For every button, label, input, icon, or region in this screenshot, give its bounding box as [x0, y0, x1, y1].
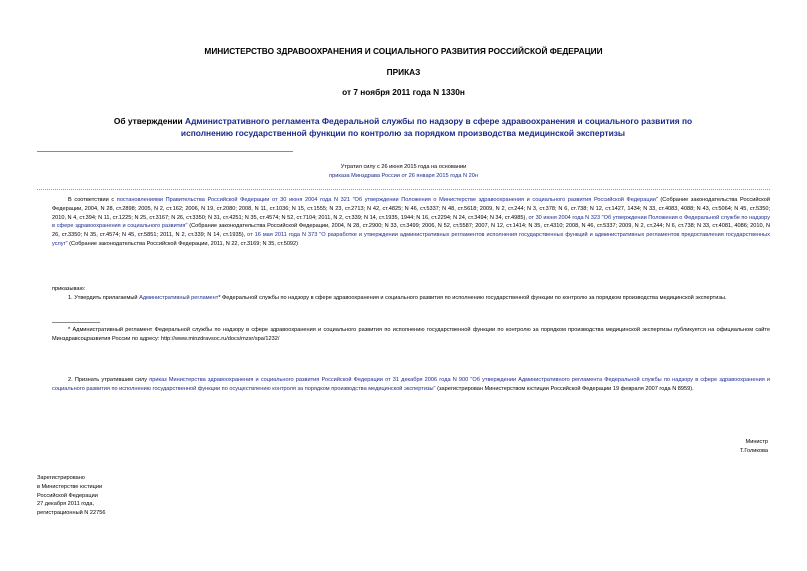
repeal-order-link[interactable]: приказа Минздрава России от 26 января 2015 года N 20н	[329, 172, 478, 179]
signature-name: Т.Голикова	[739, 447, 768, 454]
registration-line-2: в Министерстве юстиции	[37, 483, 103, 490]
order-item-1	[52, 294, 770, 303]
order-900-link[interactable]: приказ Министерства здравоохранения и социального развития Российской Федерации от 31 декабря 2006 года N 900 "Об утверждении Административного регламента Федеральной службы по надзору в сфере здравоохранения и социального развития по исполнению государственной функции по осуществлению контроля за порядком производства медицинской экспертизы"	[52, 377, 771, 392]
title-regulation-link[interactable]: Административного регламента Федеральной службы по надзору в сфере здравоохранения и социального развития по исполнению государственной функции по контролю за порядком производства медицинской экспертизы	[180, 116, 693, 138]
doc-type-heading: ПРИКАЗ	[386, 67, 421, 77]
order-word: приказываю:	[52, 286, 86, 292]
doc-date-number: от 7 ноября 2011 года N 1330н	[342, 87, 465, 97]
preamble-text-3: (Собрание законодательства Российской Федерации, 2004, N 28, ст.2900; N 33, ст.3499; 2006, N 52, ст.5587; 2007, N 12, ст.1414; N 35, ст.4310; 2008, N 46, ст.5337; 2009, N 2, ст.244; N 6, ст.738; N 33, ст.4081, 4086; 2010, N 26, ст.3350; N 35, ст.4574; N 45, ст.5851; 2011, N 2, ст.339; N 14, ст.1935),	[52, 223, 770, 239]
signature-block	[600, 438, 768, 456]
signature-role: Министр	[745, 439, 768, 445]
preamble-text-1: В соответствии с	[68, 197, 117, 203]
status-divider	[37, 189, 770, 190]
footnote-divider	[52, 322, 100, 323]
ministry-heading: МИНИСТЕРСТВО ЗДРАВООХРАНЕНИЯ И СОЦИАЛЬНОГО РАЗВИТИЯ РОССИЙСКОЙ ФЕДЕРАЦИИ	[204, 46, 603, 56]
repeal-status	[0, 163, 807, 181]
registration-block	[37, 474, 257, 518]
registration-line-1: Зарегистрировано	[37, 475, 85, 481]
item1-text-2: * Федеральной службы по надзору в сфере здравоохранения и социального развития по исполнению государственной функции по контролю за порядком производства медицинской экспертизы.	[218, 295, 727, 301]
item2-text-2: (зарегистрирован Министерством юстиции Российской Федерации 19 февраля 2007 года N 8959).	[435, 385, 694, 392]
regulation-link[interactable]: Административный регламент	[139, 295, 219, 301]
item2-text-1: 2. Признать утратившим силу	[68, 377, 150, 383]
preamble-paragraph	[52, 196, 770, 249]
preamble-text-4: (Собрание законодательства Российской Федерации, 2011, N 22, ст.3169; N 35, ст.5092)	[67, 240, 299, 247]
title-prefix: Об утверждении	[113, 116, 186, 126]
registration-line-3: Российской Федерации	[37, 492, 98, 499]
decree-373-link[interactable]: от 16 мая 2011 года N 373 "О разработке и утверждении административных регламентов исполнения государственных функций и административных регламентов предоставления государственных услуг"	[52, 232, 770, 247]
decree-323-link[interactable]: от 30 июня 2004 года N 323 "Об утверждении Положения о Федеральной службе по надзору в сфере здравоохранения и социального развития"	[52, 214, 770, 230]
registration-line-4: 27 декабря 2011 года,	[37, 501, 95, 508]
preamble-text-2: (Собрание законодательства Российской Федерации, 2004, N 28, ст.2898; 2005, N 2, ст.162; 2006, N 19, ст.2080; 2008, N 11, ст.1036; N 15, ст.1555; N 23, ст.2713; N 42, ст.4825; N 46, ст.5337; N 48, ст.5618; 2009, N 2, ст.244; N 3, ст.378; N 6, ст.738; N 12, ст.1427, 1434; N 33, ст.4083, 4088; N 43, ст.5064; N 45, ст.5350; 2010, N 4, ст.394; N 11, ст.1225; N 25, ст.3167; N 26, ст.3350; N 31, ст.4251; N 35, ст.4574; N 52, ст.7104; 2011, N 2, ст.339; N 14, ст.1935, 1944; N 16, ст.2294; N 24, ст.3494; N 34, ст.4985),	[52, 197, 771, 221]
item1-text-1: 1. Утвердить прилагаемый	[68, 295, 140, 301]
decree-321-link[interactable]: постановлениями Правительства Российской Федерации от 30 июня 2004 года N 321 "Об утверждении Положения о Министерстве здравоохранения и социального развития Российской Федерации"	[116, 197, 658, 203]
repeal-status-text: Утратил силу с 26 июня 2015 года на основании	[340, 164, 467, 170]
title-divider	[37, 151, 293, 152]
document-title	[110, 116, 696, 139]
footnote-text: * Административный регламент Федеральной службы по надзору в сфере здравоохранения и социального развития по исполнению государственной функции по контролю за порядком производства медицинской экспертизы публикуется на официальном сайте Минздравсоцразвития России по адресу: http://www.minzdravsoc.ru/docs/mzsr/spa/1232/	[52, 327, 770, 342]
registration-line-5: регистрационный N 22756	[37, 510, 106, 517]
order-item-2	[52, 376, 770, 394]
